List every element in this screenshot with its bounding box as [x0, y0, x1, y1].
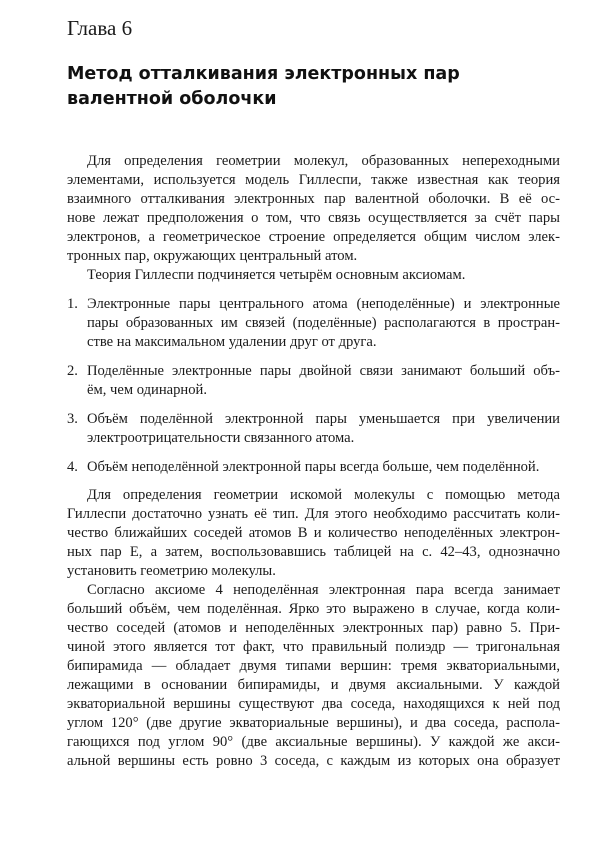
text-line: Согласно аксиоме 4 неподелённая электронная пара всегда занимает: [87, 582, 560, 598]
chapter-title: Глава 6: [67, 16, 133, 40]
text-line: углом 120° (две другие экваториальные вершины), и два соседа, распола-: [67, 715, 560, 731]
text-line: установить геометрию молекулы.: [67, 563, 276, 579]
text-line: пары образованных им связей (поделённые) располагаются в простран-: [87, 315, 560, 331]
axiom-list-item: [67, 458, 560, 477]
axiom-list-item: [67, 295, 560, 352]
text-line: электронов, а геометрическое строение определяется общим числом элек-: [67, 229, 560, 245]
body-text: [67, 152, 560, 771]
text-line: Гиллеспи достаточно узнать её тип. Для этого необходимо рассчитать коли-: [67, 506, 560, 522]
text-line: электроотрицательности связанного атома.: [87, 430, 355, 446]
text-line: Электронные пары центрального атома (неподелённые) и электронные: [87, 296, 560, 312]
text-line: Поделённые электронные пары двойной связи занимают больший объ-: [87, 363, 560, 379]
axiom-list-item: [67, 362, 560, 400]
spacer: [67, 477, 560, 486]
text-line: чиной этого является тот факт, что правильный полиэдр — тригональная: [67, 639, 560, 655]
text-line: Объём поделённой электронной пары уменьшается при увеличении: [87, 411, 560, 427]
text-line: чество ближайших соседей атомов B и количество неподелённых электрон-: [67, 525, 560, 541]
text-line: ных пар E, а затем, воспользовавшись таблицей на с. 42–43, однозначно: [67, 544, 560, 560]
paragraph: [67, 266, 560, 285]
text-line: Для определения геометрии молекул, образованных непереходными: [87, 153, 560, 169]
text-line: чество соседей (атомов и неподелённых электронных пар) равно 5. При-: [67, 620, 560, 636]
list-number: 1.: [67, 296, 78, 312]
text-line: элементами, используется модель Гиллеспи, также известная как теория: [67, 172, 560, 188]
list-number: 3.: [67, 411, 78, 427]
paragraph: [67, 152, 560, 266]
text-line: Для определения геометрии искомой молекулы с помощью метода: [87, 487, 560, 503]
list-number: 4.: [67, 459, 78, 475]
text-line: альной вершины есть ровно 3 соседа, с каждым из которых она образует: [67, 753, 560, 769]
text-line: Объём неподелённой электронной пары всегда больше, чем поделённой.: [87, 459, 540, 475]
text-line: бипирамида — обладает двумя типами вершин: тремя экваториальными,: [67, 658, 560, 674]
axiom-list-item: [67, 410, 560, 448]
text-line: больший объём, чем поделённая. Ярко это выражено в случае, когда коли-: [67, 601, 560, 617]
text-line: ём, чем одинарной.: [87, 382, 207, 398]
paragraph: [67, 581, 560, 771]
text-line: тронных пар, окружающих центральный атом.: [67, 248, 358, 264]
text-line: взаимного отталкивания электронных пар валентной оболочки. В её ос-: [67, 191, 560, 207]
heading-line: валентной оболочки: [67, 89, 277, 109]
text-line: гающихся под углом 90° (две аксиальные вершины). У каждой же акси-: [67, 734, 560, 750]
text-line: Теория Гиллеспи подчиняется четырём основным аксиомам.: [87, 267, 466, 283]
text-line: стве на максимальном удалении друг от друга.: [87, 334, 377, 350]
section-heading: [67, 62, 460, 112]
heading-line: Метод отталкивания электронных пар: [67, 64, 460, 84]
paragraph: [67, 486, 560, 581]
text-line: лежащими в основании бипирамиды, и двумя аксиальными. У каждой: [67, 677, 560, 693]
list-number: 2.: [67, 363, 78, 379]
text-line: нове лежат предположения о том, что связь осуществляется за счёт пары: [67, 210, 560, 226]
text-line: экваториальной вершины существуют два соседа, находящихся к ней под: [67, 696, 560, 712]
